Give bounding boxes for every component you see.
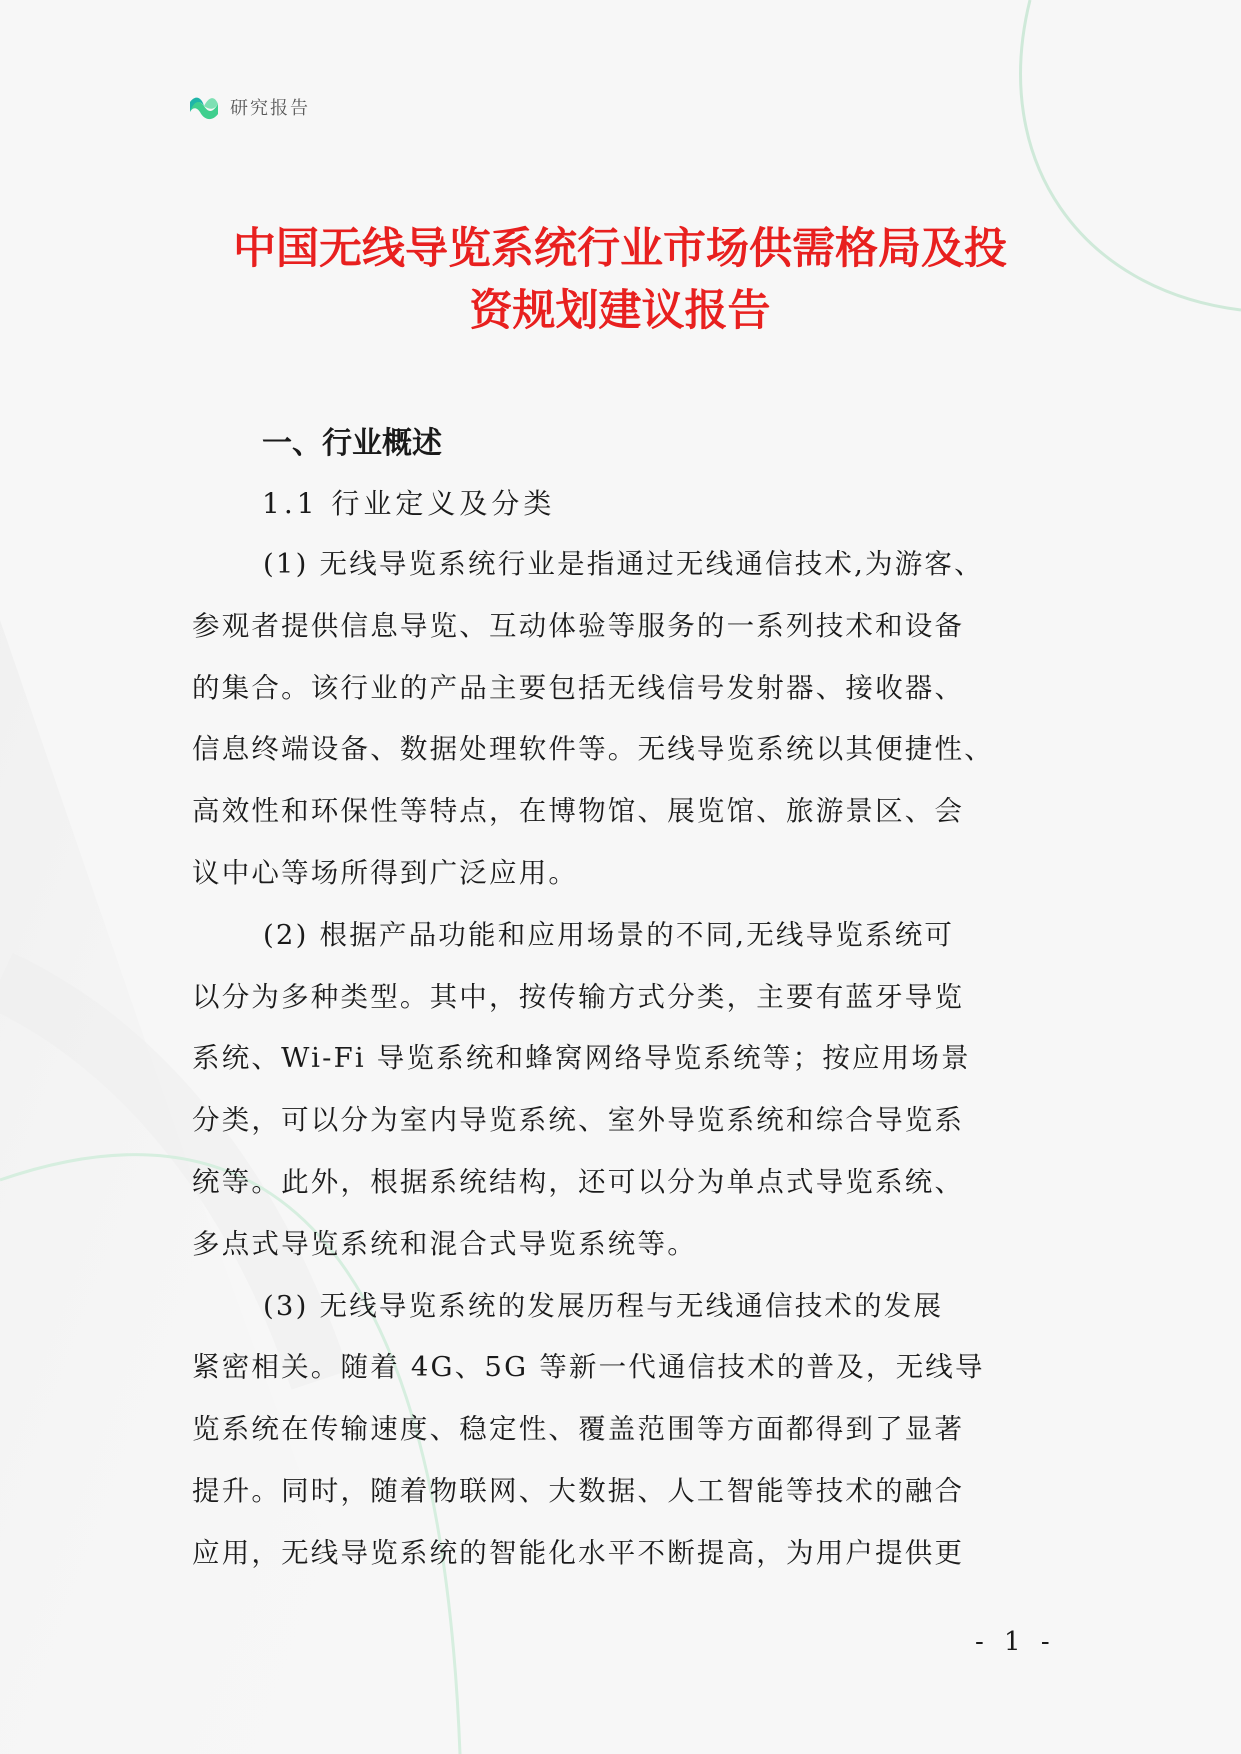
text-line: 多点式导览系统和混合式导览系统等。 xyxy=(192,1227,697,1260)
paragraph-1 xyxy=(192,534,1082,905)
text-line: 议中心等场所得到广泛应用。 xyxy=(192,856,579,889)
text-line: 分类，可以分为室内导览系统、室外导览系统和综合导览系 xyxy=(192,1104,965,1137)
header-label: 研究报告 xyxy=(230,98,310,119)
report-title xyxy=(150,218,1090,342)
text-line: 紧密相关。随着 4G、5G 等新一代通信技术的普及，无线导 xyxy=(192,1351,985,1384)
text-line: 应用，无线导览系统的智能化水平不断提高，为用户提供更 xyxy=(192,1536,965,1569)
body-text xyxy=(192,534,1082,1585)
text-line: 参观者提供信息导览、互动体验等服务的一系列技术和设备 xyxy=(192,609,965,642)
title-line-2: 资规划建议报告 xyxy=(469,286,771,336)
paragraph-2 xyxy=(192,905,1082,1276)
text-line: 高效性和环保性等特点，在博物馆、展览馆、旅游景区、会 xyxy=(192,795,965,828)
text-line: (1) 无线导览系统行业是指通过无线通信技术,为游客、 xyxy=(263,548,984,580)
text-line: 览系统在传输速度、稳定性、覆盖范围等方面都得到了显著 xyxy=(192,1413,965,1446)
text-line: 信息终端设备、数据处理软件等。无线导览系统以其便捷性、 xyxy=(192,733,994,766)
brand-logo-icon xyxy=(186,90,222,124)
page-number: - 1 - xyxy=(975,1627,1056,1657)
text-line: 提升。同时，随着物联网、大数据、人工智能等技术的融合 xyxy=(192,1474,965,1507)
text-line: (3) 无线导览系统的发展历程与无线通信技术的发展 xyxy=(263,1289,944,1322)
text-line: (2) 根据产品功能和应用场景的不同,无线导览系统可 xyxy=(263,918,955,951)
report-header xyxy=(186,90,310,124)
title-line-1: 中国无线导览系统行业市场供需格局及投 xyxy=(233,224,1007,274)
paragraph-3 xyxy=(192,1276,1082,1585)
text-line: 的集合。该行业的产品主要包括无线信号发射器、接收器、 xyxy=(192,671,965,704)
text-line: 系统、Wi-Fi 导览系统和蜂窝网络导览系统等；按应用场景 xyxy=(192,1042,971,1075)
section-heading: 一、行业概述 xyxy=(262,426,442,461)
text-line: 以分为多种类型。其中，按传输方式分类，主要有蓝牙导览 xyxy=(192,980,965,1013)
text-line: 统等。此外，根据系统结构，还可以分为单点式导览系统、 xyxy=(192,1165,965,1198)
subsection-heading: 1.1 行业定义及分类 xyxy=(262,487,556,520)
